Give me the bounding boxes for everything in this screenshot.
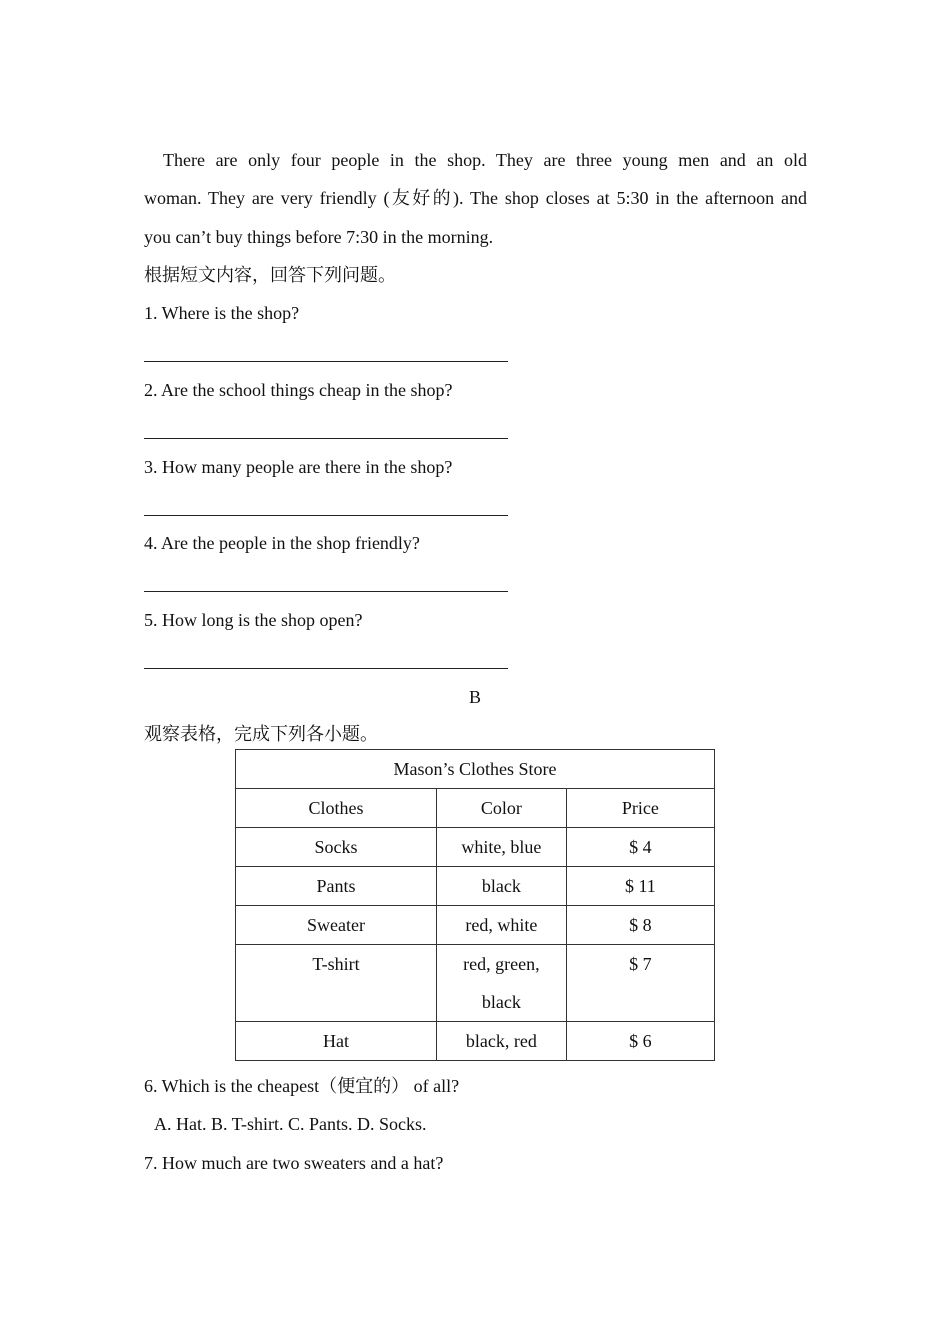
cell-color [437, 945, 567, 1022]
cell-clothes: T-shirt [236, 945, 437, 1022]
cell-color: red, white [437, 906, 567, 945]
answer-line-5[interactable] [144, 668, 508, 669]
passage-line-2: woman. They are very friendly (友好的). The shop closes at 5:30 in the afternoon and [144, 188, 807, 208]
cell-color: black [437, 867, 567, 906]
header-price: Price [566, 789, 714, 828]
question-6: 6. Which is the cheapest（便宜的） of all? [144, 1076, 460, 1096]
question-6-options: A. Hat. B. T-shirt. C. Pants. D. Socks. [154, 1114, 427, 1134]
section-b-heading: B [468, 687, 481, 707]
table-row [236, 828, 715, 867]
cell-price: $ 7 [566, 945, 714, 1022]
question-2: 2. Are the school things cheap in the shop? [144, 380, 453, 400]
header-color: Color [437, 789, 567, 828]
table-row [236, 1022, 715, 1061]
answer-line-1[interactable] [144, 361, 508, 362]
instruction-b: 观察表格，完成下列各小题。 [144, 724, 378, 744]
cell-price: $ 4 [566, 828, 714, 867]
cell-clothes: Hat [236, 1022, 437, 1061]
cell-price: $ 8 [566, 906, 714, 945]
passage-line-1: There are only four people in the shop. They are three young men and an old [163, 150, 807, 170]
table-row [236, 945, 715, 1022]
question-3: 3. How many people are there in the shop? [144, 457, 453, 477]
answer-line-4[interactable] [144, 591, 508, 592]
cell-clothes: Socks [236, 828, 437, 867]
passage-line-3: you can’t buy things before 7:30 in the morning. [144, 227, 494, 247]
table-title-row [236, 750, 715, 789]
cell-color-text: red, green, black [463, 954, 540, 1012]
cell-clothes: Pants [236, 867, 437, 906]
question-4: 4. Are the people in the shop friendly? [144, 533, 420, 553]
cell-price: $ 6 [566, 1022, 714, 1061]
table-row [236, 906, 715, 945]
question-1: 1. Where is the shop? [144, 303, 300, 323]
cell-price: $ 11 [566, 867, 714, 906]
clothes-store-table [235, 749, 715, 1061]
table-row [236, 867, 715, 906]
table-title: Mason’s Clothes Store [236, 750, 715, 789]
answer-line-3[interactable] [144, 515, 508, 516]
cell-color: white, blue [437, 828, 567, 867]
table-header-row [236, 789, 715, 828]
question-5: 5. How long is the shop open? [144, 610, 363, 630]
answer-line-2[interactable] [144, 438, 508, 439]
question-7: 7. How much are two sweaters and a hat? [144, 1153, 444, 1173]
cell-clothes: Sweater [236, 906, 437, 945]
cell-color: black, red [437, 1022, 567, 1061]
instruction-a: 根据短文内容，回答下列问题。 [144, 265, 396, 285]
header-clothes: Clothes [236, 789, 437, 828]
